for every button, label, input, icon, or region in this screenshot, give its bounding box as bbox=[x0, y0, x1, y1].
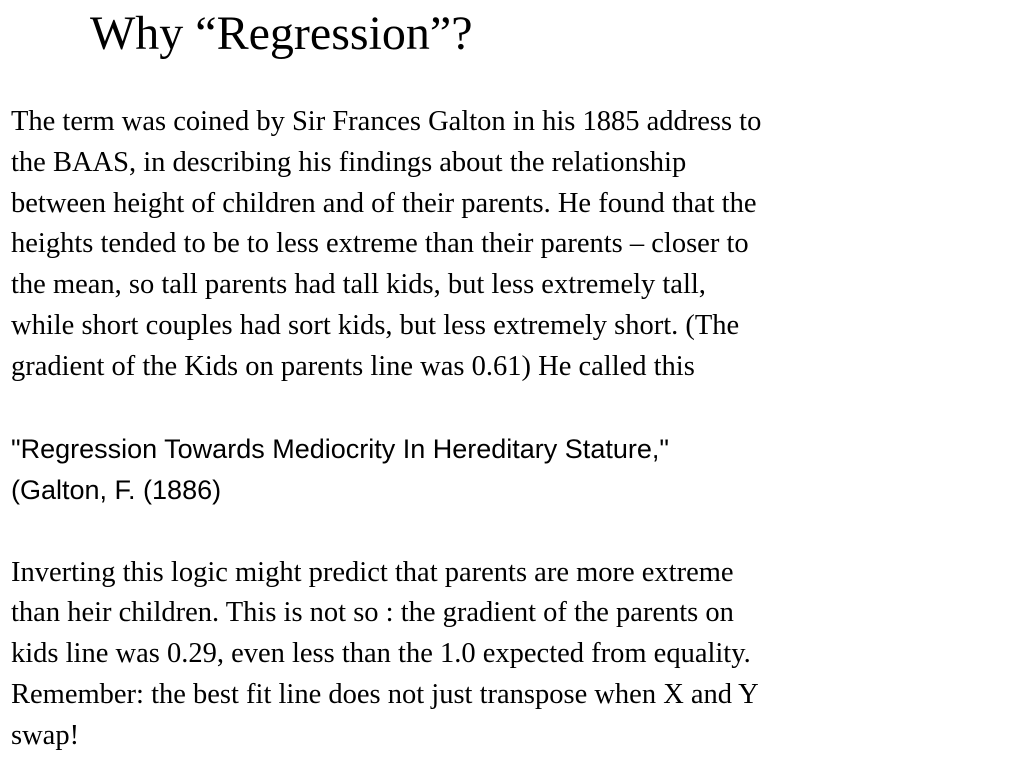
citation-title: "Regression Towards Mediocrity In Hereditary Stature," bbox=[11, 434, 669, 464]
text-line: Remember: the best fit line does not just transpose when X and Y bbox=[11, 679, 759, 710]
slide-title: Why “Regression”? bbox=[90, 7, 473, 60]
text-line: kids line was 0.29, even less than the 1.0 expected from equality. bbox=[11, 638, 751, 669]
text-line: gradient of the Kids on parents line was 0.61) He called this bbox=[11, 351, 695, 382]
citation-author: (Galton, F. (1886) bbox=[11, 475, 222, 505]
text-line: heights tended to be to less extreme than their parents – closer to bbox=[11, 228, 749, 259]
text-line: swap! bbox=[11, 720, 80, 751]
text-line: than heir children. This is not so : the gradient of the parents on bbox=[11, 597, 734, 628]
text-line: while short couples had sort kids, but less extremely short. (The bbox=[11, 310, 740, 341]
text-line: The term was coined by Sir Frances Galton in his 1885 address to bbox=[11, 106, 762, 137]
text-line: between height of children and of their parents. He found that the bbox=[11, 188, 757, 219]
text-line: Inverting this logic might predict that parents are more extreme bbox=[11, 557, 734, 588]
text-line: the BAAS, in describing his findings about the relationship bbox=[11, 147, 687, 178]
text-line: the mean, so tall parents had tall kids, but less extremely tall, bbox=[11, 269, 706, 300]
